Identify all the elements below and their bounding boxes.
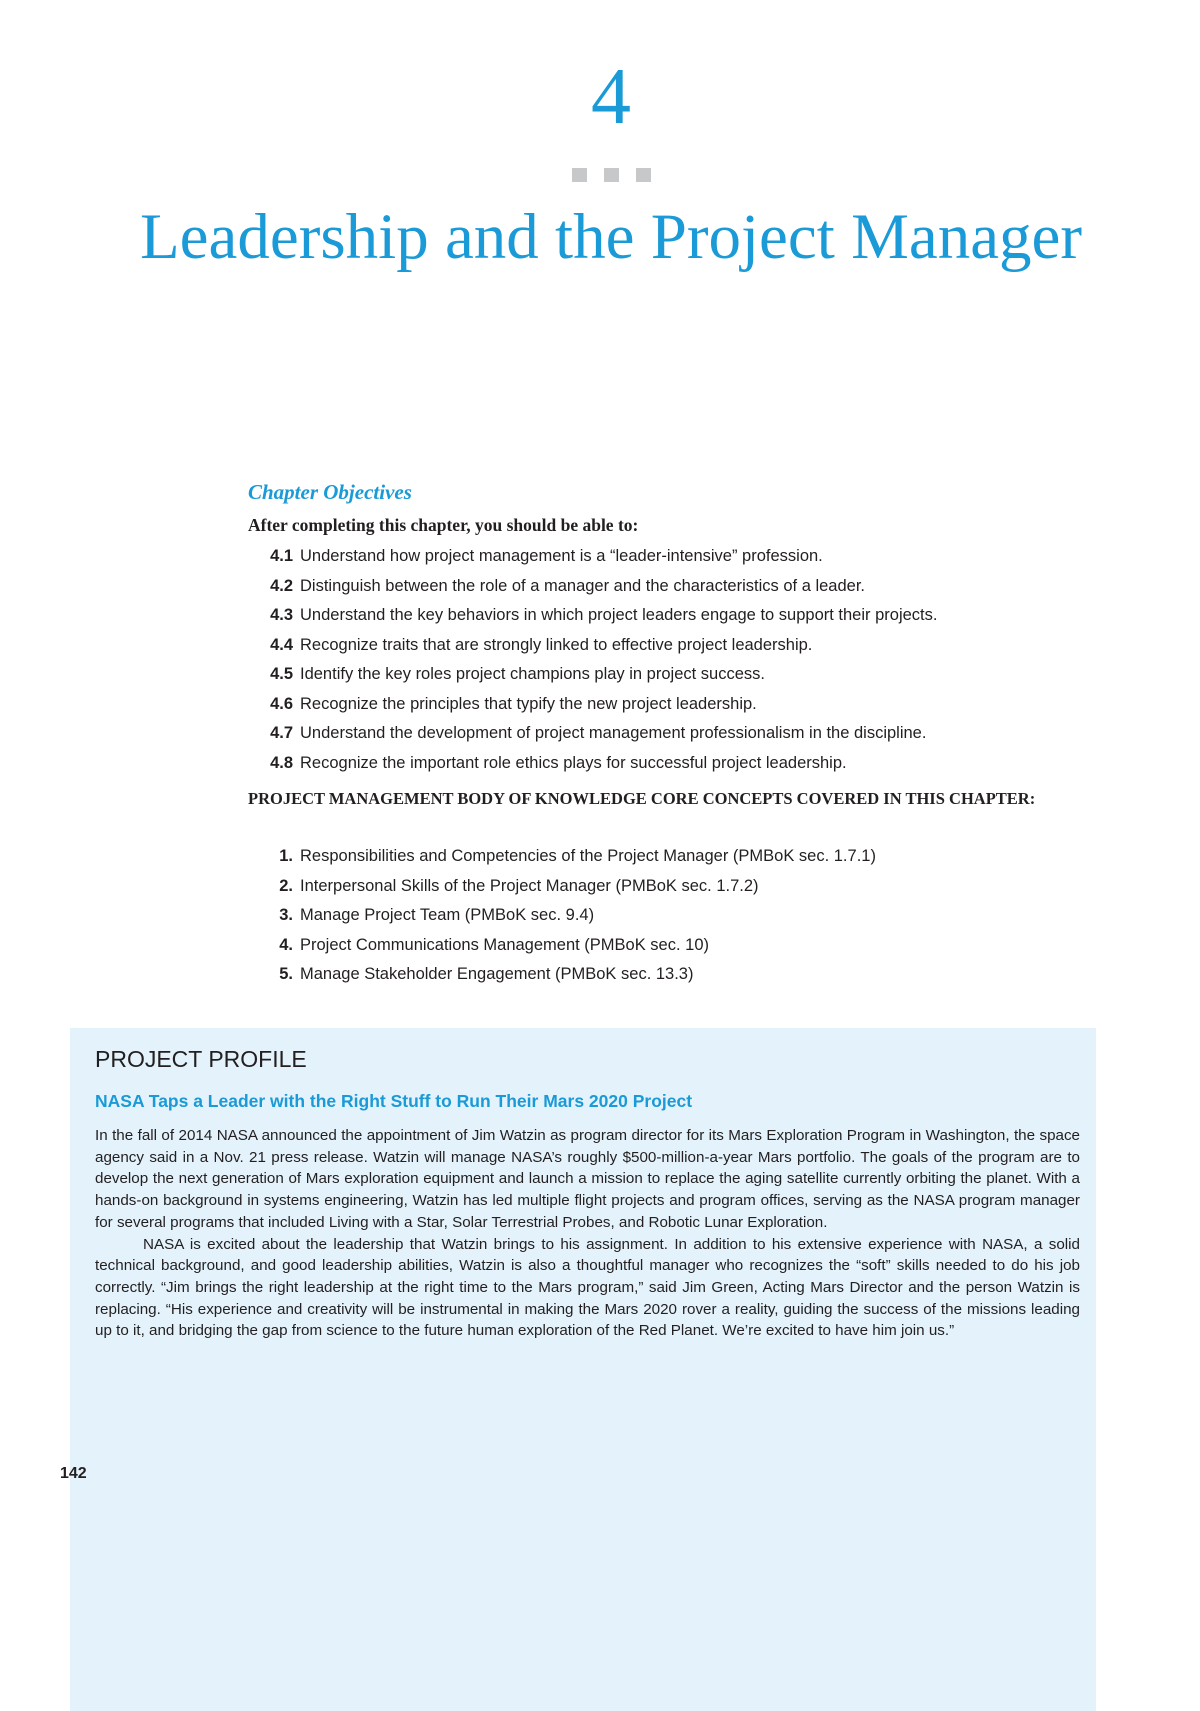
objective-text: Recognize the principles that typify the new project leadership. bbox=[300, 694, 757, 713]
objective-item bbox=[248, 752, 1098, 782]
profile-paragraph: NASA is excited about the leadership that Watzin brings to his assignment. In addition to his extensive experience with NASA, a solid technical background, and good leadership abilities, Watzin is also a thoughtful manager who recognizes the “soft” skills needed to do his job correctly. “Jim brings the right leadership at the right time to the Mars program,” said Jim Green, Acting Mars Director and the person Watzin is replacing. “His experience and creativity will be instrumental in making the Mars 2020 rover a reality, guiding the success of the missions leading up to it, and bridging the gap from science to the future human exploration of the Red Planet. We’re excited to have him join us.” bbox=[95, 1235, 1080, 1340]
chapter-number: 4 bbox=[591, 53, 631, 141]
divider-square bbox=[572, 168, 587, 182]
profile-paragraph: In the fall of 2014 NASA announced the appointment of Jim Watzin as program director for its Mars Exploration Program in Washington, the space agency said in a Nov. 21 press release. Watzin will manage NASA’s roughly $500-million-a-year Mars portfolio. The goals of the program are to develop the next generation of Mars exploration equipment and launch a mission to replace the aging satellite currently orbiting the planet. With a hands-on background in systems engineering, Watzin has led multiple flight projects and program offices, serving as the NASA program manager for several programs that included Living with a Star, Solar Terrestrial Probes, and Robotic Lunar Exploration. bbox=[95, 1127, 1080, 1231]
pmbok-text: Interpersonal Skills of the Project Manager (PMBoK sec. 1.7.2) bbox=[300, 876, 759, 895]
pmbok-text: Project Communications Management (PMBoK sec. 10) bbox=[300, 935, 710, 954]
pmbok-list bbox=[248, 845, 1098, 993]
objective-text: Identify the key roles project champions play in project success. bbox=[300, 665, 765, 683]
objective-number: 4.8 bbox=[270, 753, 293, 772]
chapter-title: Leadership and the Project Manager bbox=[139, 201, 1083, 273]
pmbok-item bbox=[248, 845, 1098, 875]
pmbok-item bbox=[248, 875, 1098, 905]
objective-item bbox=[248, 663, 1098, 693]
profile-title: NASA Taps a Leader with the Right Stuff to Run Their Mars 2020 Project bbox=[95, 1091, 693, 1111]
objective-number: 4.7 bbox=[270, 724, 293, 742]
objectives-list bbox=[248, 545, 1098, 781]
objective-text: Understand the key behaviors in which project leaders engage to support their projects. bbox=[300, 606, 938, 624]
chapter-divider-squares bbox=[572, 168, 651, 182]
objectives-intro: After completing this chapter, you should be able to: bbox=[248, 515, 639, 535]
pmbok-number: 2. bbox=[279, 876, 293, 895]
objective-item bbox=[248, 545, 1098, 575]
pmbok-text: Responsibilities and Competencies of the Project Manager (PMBoK sec. 1.7.1) bbox=[300, 847, 876, 865]
profile-label: PROJECT PROFILE bbox=[95, 1046, 307, 1072]
objective-number: 4.6 bbox=[270, 694, 293, 713]
pmbok-text: Manage Project Team (PMBoK sec. 9.4) bbox=[300, 906, 595, 924]
pmbok-text: Manage Stakeholder Engagement (PMBoK sec. 13.3) bbox=[300, 965, 694, 983]
page-number: 142 bbox=[60, 1465, 87, 1482]
objectives-heading: Chapter Objectives bbox=[248, 480, 412, 504]
objective-text: Understand the development of project management professionalism in the discipline. bbox=[300, 724, 927, 742]
pmbok-item bbox=[248, 963, 1098, 993]
pmbok-heading: PROJECT MANAGEMENT BODY OF KNOWLEDGE CORE CONCEPTS COVERED IN THIS CHAPTER: bbox=[248, 789, 1036, 808]
profile-body bbox=[95, 1125, 1080, 1342]
pmbok-item bbox=[248, 934, 1098, 964]
pmbok-number: 5. bbox=[279, 965, 293, 983]
objective-text: Recognize traits that are strongly linked to effective project leadership. bbox=[300, 635, 813, 654]
divider-square bbox=[636, 168, 651, 182]
objective-number: 4.5 bbox=[270, 665, 293, 683]
divider-square bbox=[604, 168, 619, 182]
project-profile-box bbox=[70, 1028, 1096, 1711]
pmbok-number: 1. bbox=[279, 847, 293, 865]
pmbok-number: 3. bbox=[279, 906, 293, 924]
objective-number: 4.3 bbox=[270, 606, 293, 624]
objective-number: 4.2 bbox=[270, 576, 293, 595]
objective-item bbox=[248, 575, 1098, 605]
objective-text: Recognize the important role ethics plays for successful project leadership. bbox=[300, 753, 847, 772]
objective-item bbox=[248, 722, 1098, 752]
objective-text: Understand how project management is a “leader-intensive” profession. bbox=[300, 547, 823, 565]
objective-item bbox=[248, 604, 1098, 634]
objective-item bbox=[248, 693, 1098, 723]
pmbok-item bbox=[248, 904, 1098, 934]
objective-text: Distinguish between the role of a manager and the characteristics of a leader. bbox=[300, 576, 865, 595]
objective-number: 4.1 bbox=[270, 547, 293, 565]
objective-item bbox=[248, 634, 1098, 664]
objective-number: 4.4 bbox=[270, 635, 293, 654]
pmbok-number: 4. bbox=[279, 935, 293, 954]
